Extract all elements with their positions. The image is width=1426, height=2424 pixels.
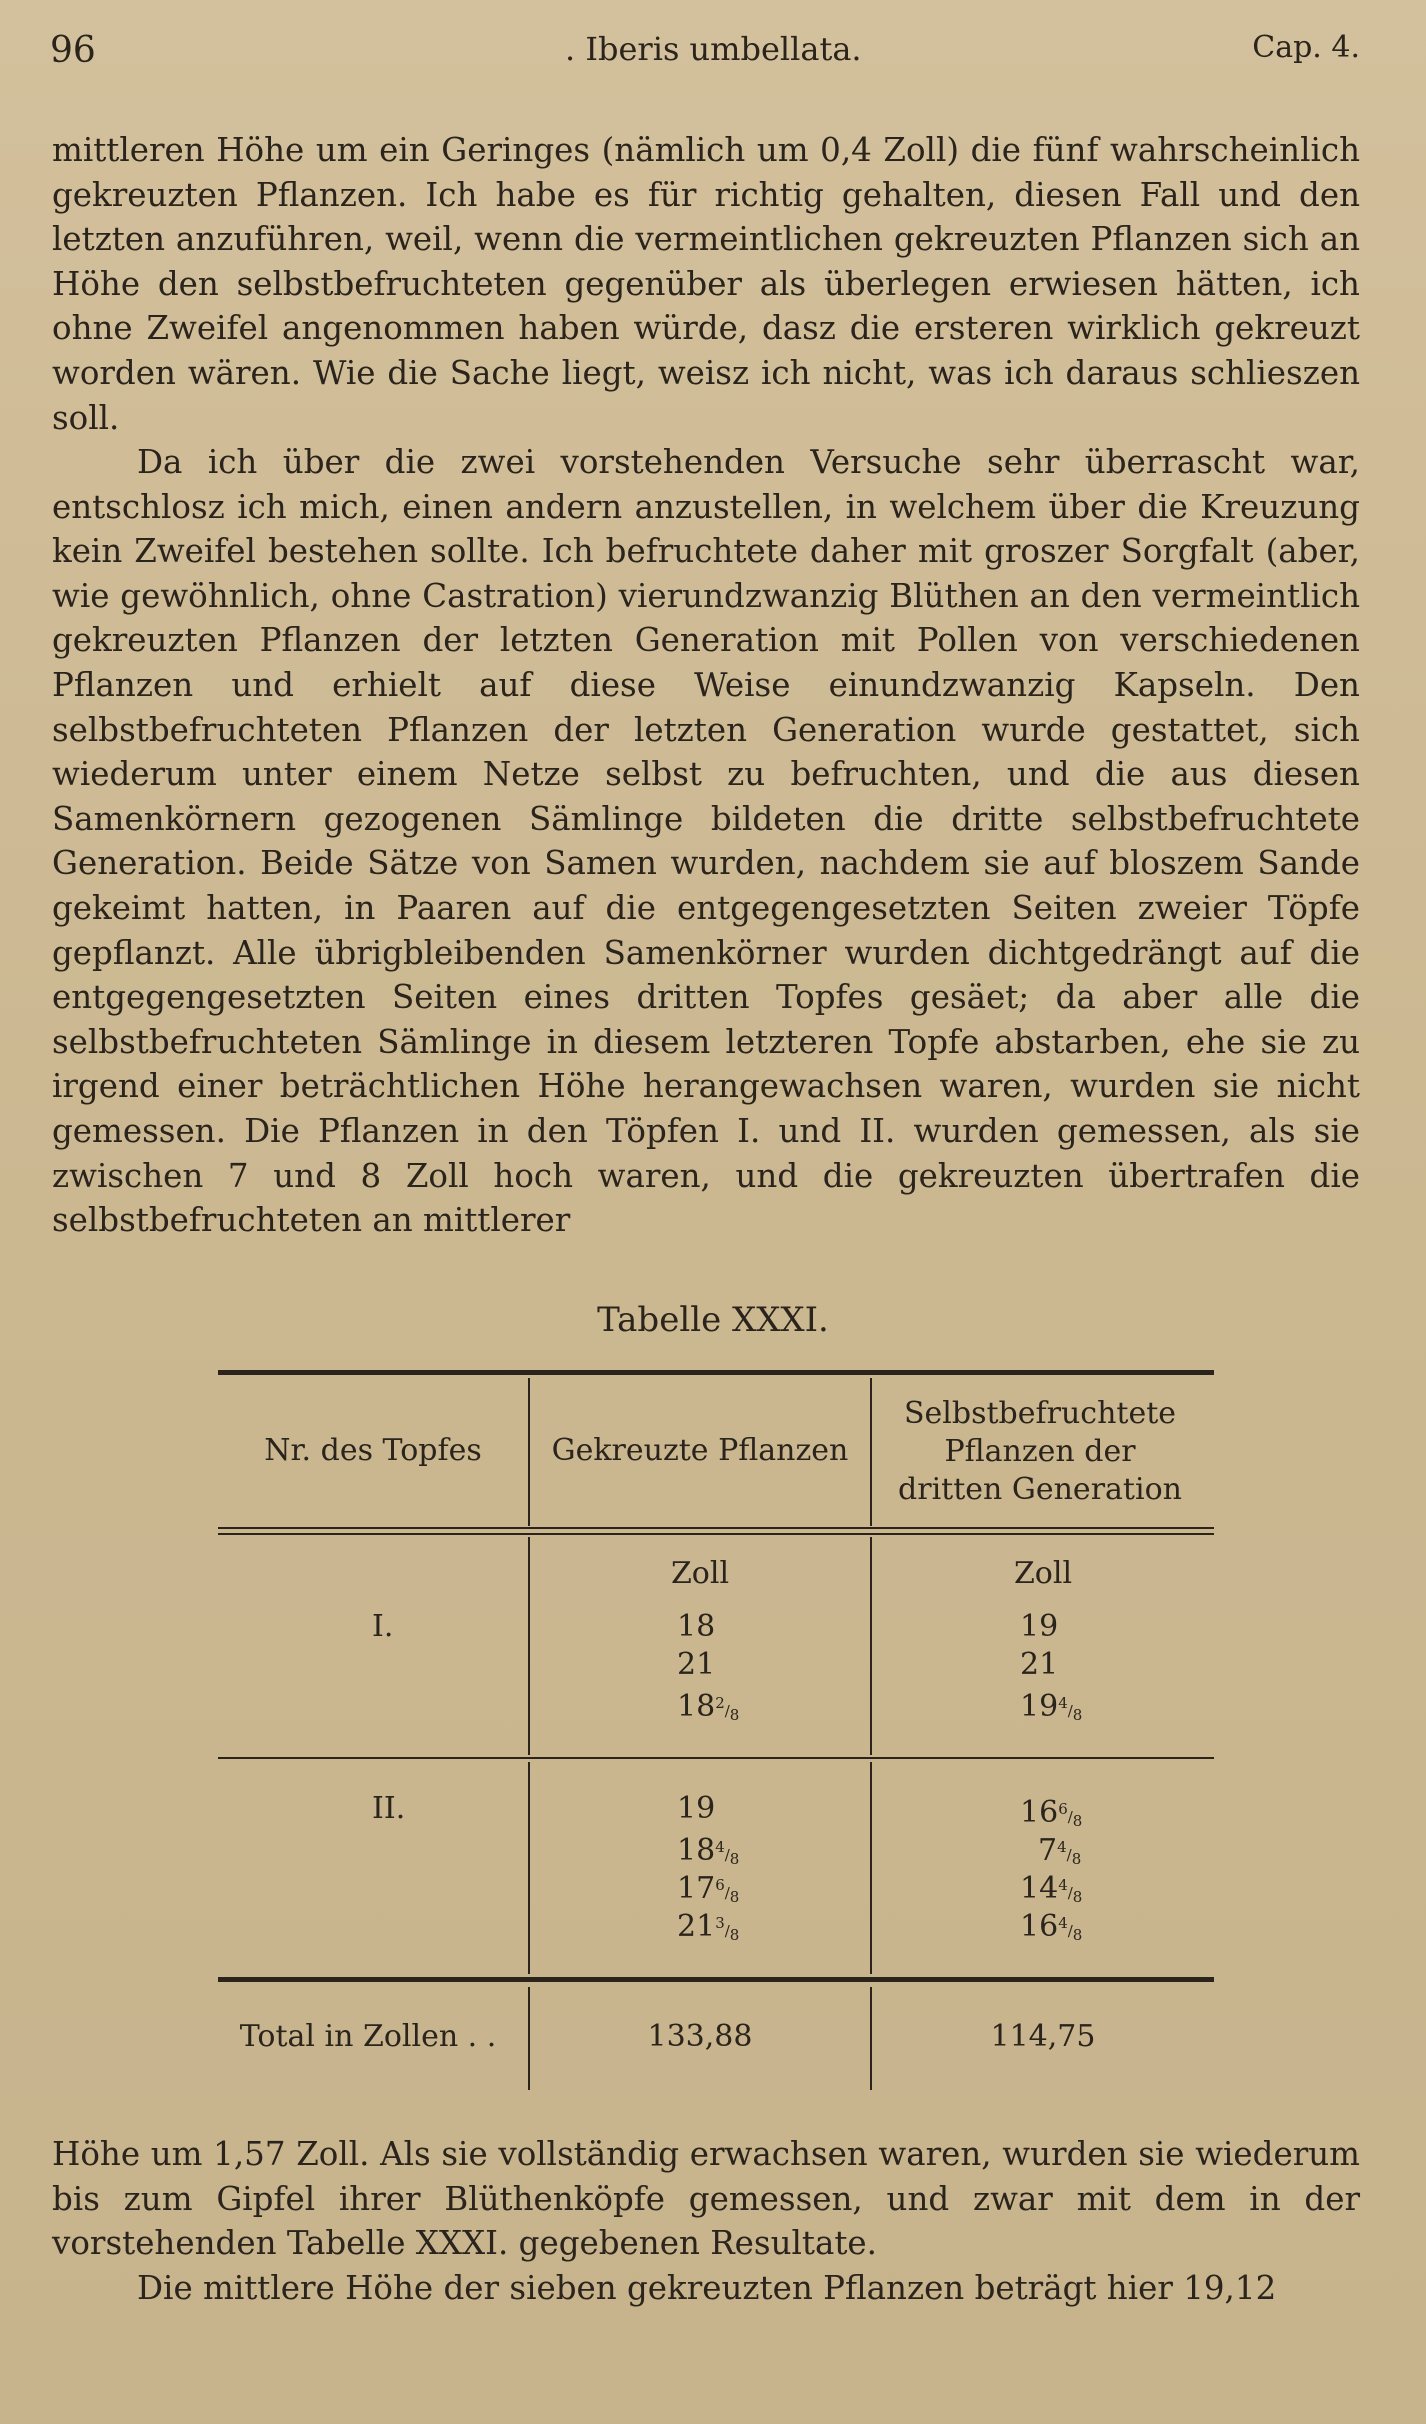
crossed-value: $18^2/_8$ (677, 1689, 740, 1724)
table-header-rule (218, 1527, 1214, 1529)
crossed-value: $21^3/_8$ (677, 1909, 740, 1944)
self-value: $14^4/_8$ (1020, 1871, 1083, 1906)
paragraph-2 (52, 440, 1360, 1243)
column-header-pot: Nr. des Topfes (264, 1433, 482, 1468)
page-number: 96 (50, 30, 96, 71)
crossed-value: $17^6/_8$ (677, 1871, 740, 1906)
self-value: 21 (1020, 1647, 1059, 1682)
self-value: $16^4/_8$ (1020, 1909, 1083, 1944)
self-value: $7^4/_8$ (1038, 1833, 1082, 1868)
total-crossed: 133,88 (647, 2019, 753, 2054)
pot-label: II. (372, 1791, 406, 1826)
self-value: $16^6/_8$ (1020, 1795, 1083, 1830)
paragraph-text: Die mittlere Höhe der sieben gekreuzten Pflanzen beträgt hier 19,12 (137, 2268, 1277, 2307)
table-total-rule (218, 1977, 1214, 1982)
running-title: . Iberis umbellata. (565, 30, 862, 68)
self-value: $19^4/_8$ (1020, 1689, 1083, 1724)
total-label: Total in Zollen . . (239, 2019, 497, 2054)
self-value: 19 (1020, 1609, 1059, 1644)
unit-label-self: Zoll (1013, 1556, 1073, 1591)
crossed-value: 19 (677, 1791, 716, 1826)
column-header-crossed: Gekreuzte Pflanzen (551, 1433, 849, 1468)
table-header-rule-2 (218, 1533, 1214, 1535)
pot-label: I. (372, 1609, 394, 1644)
table-group-rule (218, 1757, 1214, 1759)
total-self: 114,75 (990, 2019, 1096, 2054)
paragraph-1 (52, 128, 1360, 440)
table-title: Tabelle XXXI. (597, 1300, 829, 1340)
column-divider (528, 1762, 530, 1974)
crossed-value: $18^4/_8$ (677, 1833, 740, 1868)
column-divider (870, 1762, 872, 1974)
column-header-self: Selbstbefruchtete Pflanzen der dritten Generation (898, 1396, 1182, 1507)
table-top-rule (218, 1370, 1214, 1375)
paragraph-text: Da ich über die zwei vorstehenden Versuche sehr überrascht war, entschlosz ich mich, einen andern anzustellen, in welchem über die Kreuzung kein Zweifel bestehen sollte. Ich befruchtete daher mit groszer Sorgfalt (aber, wie gewöhnlich, ohne Castration) vierundzwanzig Blüthen an den vermeintlich gekreuzten Pflanzen der letzten Generation mit Pollen von verschiedenen Pflanzen und erhielt auf diese Weise einundzwanzig Kapseln. Den selbstbefruchteten Pflanzen der letzten Generation wurde gestattet, sich wiederum unter einem Netze selbst zu befruchten, und die aus diesen Samenkörnern gezogenen Sämlinge bildeten die dritte selbstbefruchtete Generation. Beide Sätze von Samen wurden, nachdem sie auf bloszem Sande gekeimt hatten, in Paaren auf die entgegengesetzten Seiten zweier Töpfe gepflanzt. Alle übrigbleibenden Samenkörner wurden dichtgedrängt auf die entgegengesetzten Seiten eines dritten Topfes gesäet; da aber alle die selbstbefruchteten Sämlinge in diesem letzteren Topfe abstarben, ehe sie zu irgend einer beträchtlichen Höhe herangewachsen waren, wurden sie nicht gemessen. Die Pflanzen in den Töpfen I. und II. wurden gemessen, als sie zwischen 7 und 8 Zoll hoch waren, und die gekreuzten übertrafen die selbstbefruchteten an mittlerer (52, 443, 1360, 1240)
crossed-value: 18 (677, 1609, 716, 1644)
paragraph-text: Höhe um 1,57 Zoll. Als sie vollständig erwachsen waren, wurden sie wiederum bis zum Gipfel ihrer Blüthenköpfe gemessen, und zwar mit dem in der vorstehenden Tabelle XXXI. gegebenen Resultate. (52, 2135, 1360, 2263)
page-header (50, 30, 1360, 80)
unit-label-crossed: Zoll (670, 1556, 730, 1591)
paragraph-text: mittleren Höhe um ein Geringes (nämlich um 0,4 Zoll) die fünf wahrscheinlich gekreuzten Pflanzen. Ich habe es für richtig gehalten, diesen Fall und den letzten anzuführen, weil, wenn die vermeintlichen gekreuzten Pflanzen sich an Höhe den selbstbefruchteten gegenüber als überlegen erwiesen hätten, ich ohne Zweifel angenommen haben würde, dasz die ersteren wirklich gekreuzt worden wären. Wie die Sache liegt, weisz ich nicht, was ich daraus schlieszen soll. (52, 131, 1360, 437)
column-divider (870, 1378, 872, 1526)
paragraph-3 (52, 2132, 1360, 2310)
chapter-label: Cap. 4. (1252, 30, 1360, 65)
crossed-value: 21 (677, 1647, 716, 1682)
